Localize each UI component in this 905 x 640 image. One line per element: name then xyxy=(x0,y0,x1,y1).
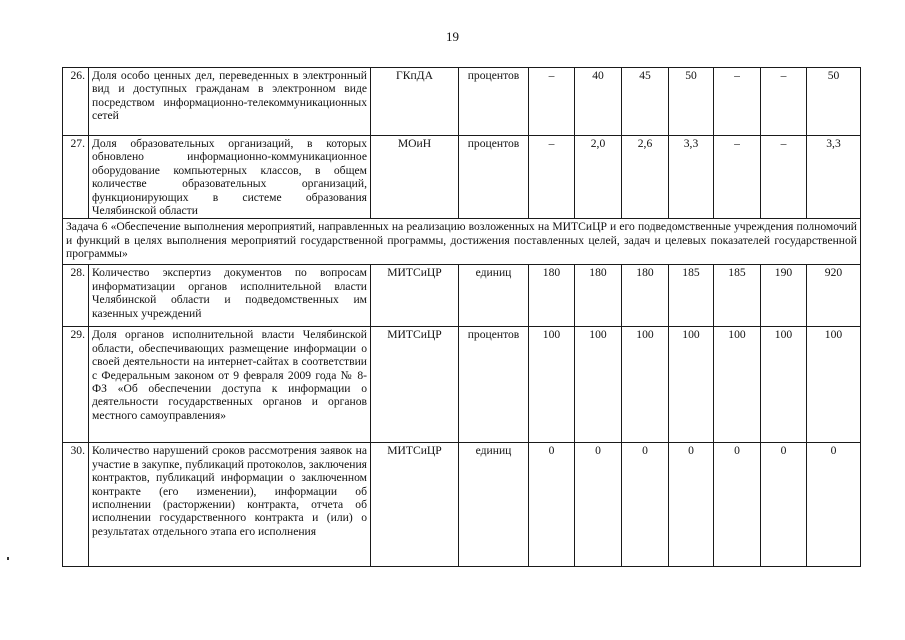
value-cell: 45 xyxy=(622,68,669,136)
scan-artifact xyxy=(7,557,9,560)
value-cell: 100 xyxy=(622,327,669,443)
value-cell: 180 xyxy=(622,265,669,327)
executor-cell: МИТСиЦР xyxy=(371,443,459,567)
row-number: 29. xyxy=(63,327,89,443)
value-cell: – xyxy=(761,136,807,219)
value-cell: 0 xyxy=(807,443,861,567)
indicator-name: Доля образовательных организаций, в которых обновлено информационно-коммуникационное оборудование компьютерных классов, в общем количестве образовательных организаций, функционирующих в системе образования Челябинской области xyxy=(89,136,371,219)
value-cell: 185 xyxy=(714,265,761,327)
value-cell: 3,3 xyxy=(669,136,714,219)
value-cell: 100 xyxy=(761,327,807,443)
value-cell: 0 xyxy=(714,443,761,567)
table-row xyxy=(63,327,861,443)
page-number: 19 xyxy=(446,29,459,44)
unit-cell: процентов xyxy=(459,136,529,219)
indicator-name: Количество нарушений сроков рассмотрения заявок на участие в закупке, публикаций протоколов, заключения контрактов, публикаций информации о заключенном контракте (его изменении), информации об исполнении (расторжении) контракта, отчета об исполнении государственного контракта и (или) о результатах отдельного этапа его исполнения xyxy=(89,443,371,567)
indicator-name: Доля особо ценных дел, переведенных в электронный вид и доступных гражданам в электронном виде посредством информационно-телекоммуникационных сетей xyxy=(89,68,371,136)
row-number: 30. xyxy=(63,443,89,567)
value-cell: 0 xyxy=(575,443,622,567)
value-cell: – xyxy=(529,68,575,136)
value-cell: 0 xyxy=(529,443,575,567)
value-cell: – xyxy=(761,68,807,136)
task-row xyxy=(63,219,861,265)
executor-cell: ГКпДА xyxy=(371,68,459,136)
indicator-name: Количество экспертиз документов по вопросам информатизации органов исполнительной власти Челябинской области и подведомственных им казенных учреждений xyxy=(89,265,371,327)
value-cell: – xyxy=(714,136,761,219)
value-cell: 0 xyxy=(761,443,807,567)
value-cell: 920 xyxy=(807,265,861,327)
value-cell: 3,3 xyxy=(807,136,861,219)
value-cell: 185 xyxy=(669,265,714,327)
unit-cell: единиц xyxy=(459,265,529,327)
value-cell: 2,0 xyxy=(575,136,622,219)
unit-cell: процентов xyxy=(459,68,529,136)
indicators-table xyxy=(62,67,861,567)
executor-cell: МОиН xyxy=(371,136,459,219)
row-number: 26. xyxy=(63,68,89,136)
value-cell: 0 xyxy=(669,443,714,567)
executor-cell: МИТСиЦР xyxy=(371,265,459,327)
value-cell: 100 xyxy=(714,327,761,443)
value-cell: 0 xyxy=(622,443,669,567)
value-cell: 180 xyxy=(575,265,622,327)
value-cell: – xyxy=(714,68,761,136)
value-cell: 2,6 xyxy=(622,136,669,219)
table-row xyxy=(63,136,861,219)
task-heading: Задача 6 «Обеспечение выполнения мероприятий, направленных на реализацию возложенных на МИТСиЦР и его подведомственные учреждения полномочий и функций в целях выполнения мероприятий государственной программы, достижения поставленных целей, задач и целевых показателей государственной программы» xyxy=(63,219,861,265)
value-cell: – xyxy=(529,136,575,219)
value-cell: 100 xyxy=(529,327,575,443)
value-cell: 100 xyxy=(807,327,861,443)
indicator-name: Доля органов исполнительной власти Челябинской области, обеспечивающих размещение информации о своей деятельности на интернет-сайтах в соответствии с Федеральным законом от 9 февраля 2009 года № 8-ФЗ «Об обеспечении доступа к информации о деятельности государственных органов и органов местного самоуправления» xyxy=(89,327,371,443)
table-row xyxy=(63,68,861,136)
value-cell: 50 xyxy=(807,68,861,136)
value-cell: 190 xyxy=(761,265,807,327)
value-cell: 50 xyxy=(669,68,714,136)
table-body xyxy=(63,68,861,567)
row-number: 28. xyxy=(63,265,89,327)
table-row xyxy=(63,265,861,327)
row-number: 27. xyxy=(63,136,89,219)
value-cell: 40 xyxy=(575,68,622,136)
value-cell: 180 xyxy=(529,265,575,327)
table-row xyxy=(63,443,861,567)
executor-cell: МИТСиЦР xyxy=(371,327,459,443)
value-cell: 100 xyxy=(575,327,622,443)
unit-cell: процентов xyxy=(459,327,529,443)
unit-cell: единиц xyxy=(459,443,529,567)
value-cell: 100 xyxy=(669,327,714,443)
